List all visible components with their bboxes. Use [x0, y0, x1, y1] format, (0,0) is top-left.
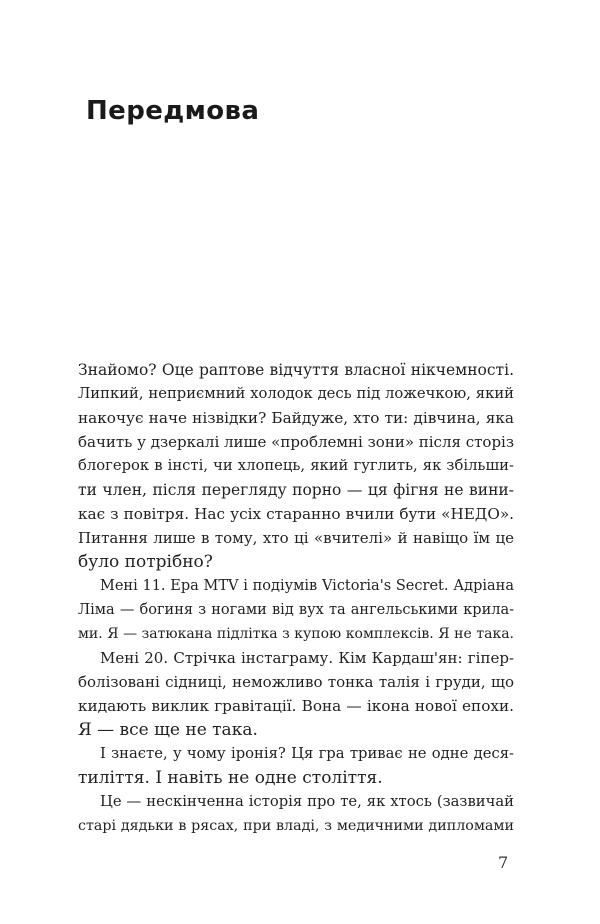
- text-line: ти член, після перегляду порно — ця фігня не вини-: [78, 481, 514, 499]
- text-line: Мені 20. Стрічка інстаграму. Кім Кардаш'ян: гіпер-: [100, 649, 514, 667]
- text-line: Ліма — богиня з ногами від вух та ангельськими крила-: [78, 602, 514, 618]
- text-line: І знаєте, у чому іронія? Ця гра триває не одне деся-: [100, 745, 514, 762]
- page-number: 7: [498, 853, 509, 872]
- text-line: блогерок в інсті, чи хлопець, який гуглить, як збільши-: [78, 457, 514, 474]
- text-line: бачить у дзеркалі лише «проблемні зони» після сторіз: [78, 433, 514, 451]
- text-line: тиліття. І навіть не одне століття.: [78, 768, 383, 788]
- paragraph: [78, 358, 514, 574]
- paragraph: [78, 790, 514, 838]
- text-line: накочує наче нізвідки? Байдуже, хто ти: дівчина, яка: [78, 409, 514, 427]
- paragraph: [78, 646, 514, 742]
- text-line: кидають виклик гравітації. Вона — ікона нової епохи.: [78, 697, 514, 715]
- text-line: Питання лише в тому, хто ці «вчителі» й навіщо їм це: [78, 529, 514, 547]
- body-text: [78, 358, 514, 838]
- text-line: Я — все ще не така.: [78, 720, 258, 740]
- text-line: кає з повітря. Нас усіх старанно вчили бути «НЕДО».: [78, 505, 514, 523]
- text-line: болізовані сідниці, неможливо тонка талія і груди, що: [78, 673, 514, 691]
- text-line: було потрібно?: [78, 552, 213, 572]
- paragraph: [78, 742, 514, 790]
- text-line: Липкий, неприємний холодок десь під ложечкою, який: [78, 385, 514, 402]
- text-line: старі дядьки в рясах, при владі, з медичними дипломами: [78, 818, 514, 834]
- text-line: Мені 11. Ера MTV і подіумів Victoria's Secret. Адріана: [100, 578, 514, 594]
- text-line: ми. Я — затюкана підлітка з купою комплексів. Я не така.: [78, 626, 514, 642]
- chapter-title: Передмова: [86, 96, 260, 126]
- text-line: Знайомо? Оце раптове відчуття власної нікчемності.: [78, 361, 514, 379]
- text-line: Це — нескінченна історія про те, як хтось (зазвичай: [100, 793, 514, 810]
- paragraph: [78, 574, 514, 646]
